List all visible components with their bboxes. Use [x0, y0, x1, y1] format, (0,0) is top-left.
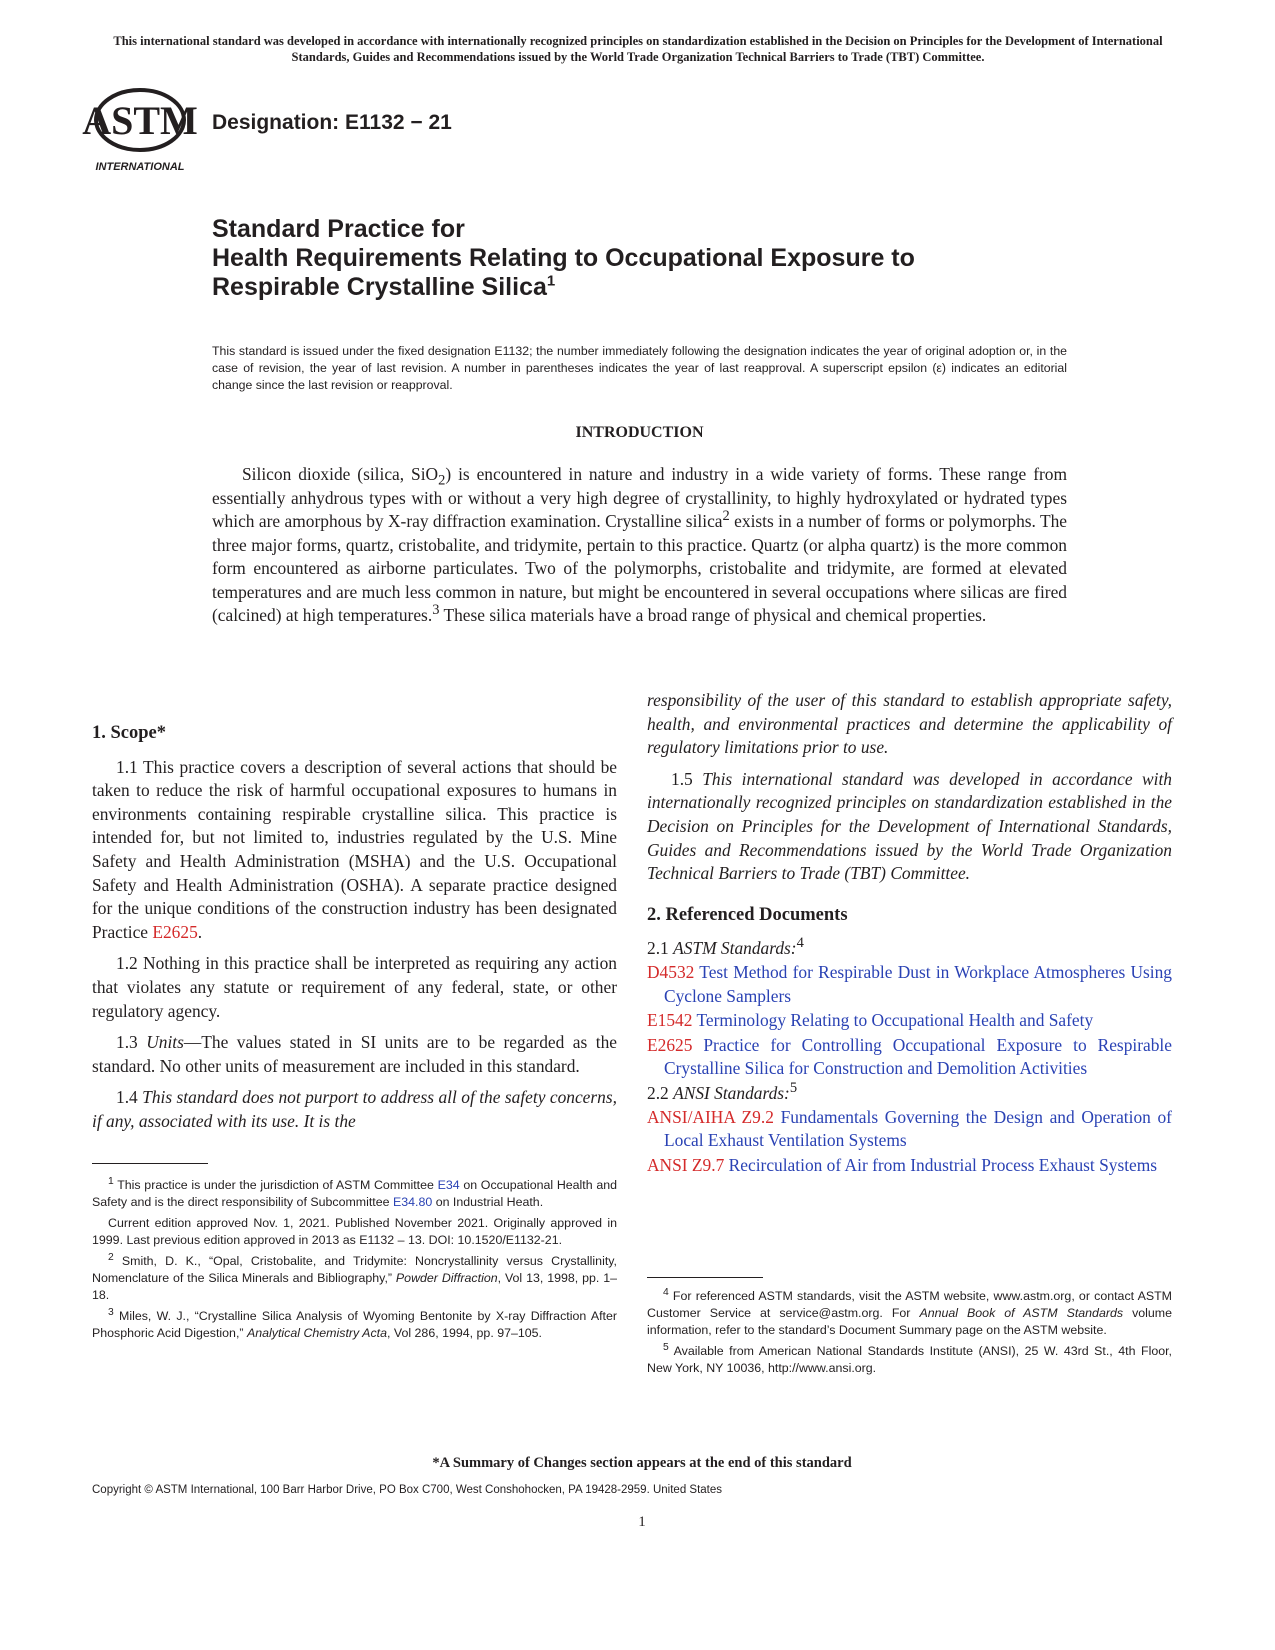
ref-code[interactable]: E2625 — [647, 1034, 693, 1055]
footnote-3 — [92, 1308, 617, 1342]
fn3-text-b: , Vol 286, 1994, pp. 97–105. — [386, 1326, 542, 1340]
link-e34-80[interactable]: E34.80 — [392, 1195, 433, 1209]
fn2-text-b: , Vol 13, 1998, pp. 1–18. — [92, 1271, 617, 1302]
footnote-rule-right — [647, 1277, 763, 1278]
intro-text-a: Silicon dioxide (silica, SiO — [242, 464, 439, 484]
para-1-1-text: 1.1 This practice covers a description of several actions that should be taken to reduce the risk of harmful occupational exposures to humans in environments containing respirable crystalline silica. This practice is intended for, but not limited to, industries regulated by the U.S. Mine Safety and Health Administration (MSHA) and the U.S. Occupational Safety and Health Administration (OSHA). A separate practice designed for the unique conditions of the construction industry has been designated Practice — [92, 756, 617, 942]
ref-title[interactable]: Fundamentals Governing the Design and Operation of Local Exhaust Ventilation Systems — [664, 1106, 1172, 1151]
para-1-5-num: 1.5 — [671, 768, 703, 789]
ansi-label-sup: 5 — [789, 1080, 798, 1097]
top-note: This international standard was developed in accordance with internationally recognized principles on standardization established in the Decision on Principles for the Development of International Standards, Guides and Recommendations issued by the World Trade Organization Technical Barriers to Trade (TBT) Committee. — [113, 34, 1163, 64]
fn2-journal: Powder Diffraction — [395, 1271, 498, 1285]
para-1-3-text: —The values stated in SI units are to be regarded as the standard. No other units of measurement are included in this standard. — [92, 1032, 617, 1076]
para-1-1 — [92, 756, 617, 945]
ansi-standards-label — [647, 1082, 1172, 1106]
para-1-2: 1.2 Nothing in this practice shall be interpreted as requiring any action that violates any statute or requirement of any federal, state, or other regulatory agency. — [92, 953, 617, 1021]
page-number: 1 — [638, 1514, 646, 1530]
ref-title[interactable]: Terminology Relating to Occupational Health and Safety — [696, 1010, 1094, 1031]
astm-label-sup: 4 — [796, 935, 804, 952]
issuance-statement: This standard is issued under the fixed designation E1132; the number immediately following the designation indicates the year of original adoption or, in the case of revision, the year of last revision. A number in parentheses indicates the year of last reapproval. A superscript epsilon (ε) indicates an editorial change since the last revision or reapproval. — [212, 344, 1067, 392]
astm-logo — [82, 82, 198, 174]
introduction-heading: INTRODUCTION — [575, 424, 704, 441]
ref-e1542[interactable] — [647, 1009, 1172, 1033]
title-line-2: Health Requirements Relating to Occupational Exposure to — [212, 244, 915, 272]
footnote-4 — [647, 1288, 1172, 1339]
fn1-mark: 1 — [108, 1175, 114, 1187]
para-1-4-cont-text: responsibility of the user of this standard to establish appropriate safety, health, and environmental practices and determine the applicability of regulatory limitations prior to use. — [647, 690, 1172, 758]
para-1-5-text: This international standard was developed in accordance with internationally recognized principles on standardization established in the Decision on Principles for the Development of International Standards, Guides and Recommendations issued by the World Trade Organization Technical Barriers to Trade (TBT) Committee. — [647, 768, 1172, 884]
ref-e2625[interactable] — [647, 1034, 1172, 1081]
fn4-text-a: For referenced ASTM standards, visit the ASTM website, www.astm.org, or contact ASTM Customer Service at service@astm.org. For — [647, 1289, 1172, 1320]
para-1-3 — [92, 1031, 617, 1078]
copyright: Copyright © ASTM International, 100 Barr Harbor Drive, PO Box C700, West Conshohocken, PA 19428-2959. United States — [92, 1484, 723, 1496]
footnote-rule-left — [92, 1163, 208, 1164]
fn2-text-a: Smith, D. K., “Opal, Cristobalite, and Tridymite: Noncrystallinity versus Crystallinity, Nomenclature of the Silica Minerals and Bibliography,” — [92, 1254, 617, 1285]
left-column — [92, 722, 617, 1142]
intro-sup-2: 2 — [722, 508, 730, 525]
intro-text-b: ) is encountered in nature and industry in a wide variety of forms. These range from essentially anhydrous types with or without a very high degree of crystallinity, to highly hydroxylated or hydrated types which are amorphous by X-ray diffraction examination. Crystalline silica — [212, 464, 1067, 531]
astm-standards-label — [647, 937, 1172, 961]
para-1-4-continued — [647, 689, 1172, 760]
introduction-body — [212, 463, 1067, 628]
logo-letters: ASTM — [82, 98, 198, 143]
footnote-1-edition: Current edition approved Nov. 1, 2021. Published November 2021. Originally approved in 1999. Last previous edition approved in 2013 as E1132 – 13. DOI: 10.1520/E1132-21. — [92, 1216, 617, 1247]
fn2-mark: 2 — [108, 1251, 114, 1263]
fn3-journal: Analytical Chemistry Acta — [246, 1326, 387, 1340]
footnotes-left — [92, 1177, 617, 1346]
fn3-mark: 3 — [108, 1306, 114, 1318]
intro-sub: 2 — [438, 472, 446, 489]
ref-ansi-z9-2[interactable] — [647, 1106, 1172, 1153]
link-e2625[interactable]: E2625 — [152, 921, 198, 942]
footnote-5 — [647, 1343, 1172, 1377]
fn4-book: Annual Book of ASTM Standards — [919, 1306, 1124, 1320]
para-1-4 — [92, 1086, 617, 1133]
ref-code[interactable]: D4532 — [647, 961, 695, 982]
fn1-text-a: This practice is under the jurisdiction of ASTM Committee — [113, 1178, 438, 1192]
ref-ansi-z9-7[interactable] — [647, 1154, 1172, 1178]
title-line-3: Respirable Crystalline Silica — [212, 273, 547, 301]
ref-title[interactable]: Practice for Controlling Occupational Exposure to Respirable Crystalline Silica for Construction and Demolition Activities — [664, 1034, 1172, 1079]
para-1-5 — [647, 768, 1172, 886]
designation: Designation: E1132 − 21 — [212, 111, 452, 134]
fn3-text-a: Miles, W. J., “Crystalline Silica Analysis of Wyoming Bentonite by X-ray Diffraction After Phosphoric Acid Digestion,” — [92, 1309, 617, 1340]
fn4-text-b: volume information, refer to the standard’s Document Summary page on the ASTM website. — [647, 1306, 1173, 1337]
astm-label-text: ASTM Standards: — [673, 938, 797, 959]
para-1-3-num: 1.3 — [116, 1032, 147, 1053]
title-footnote-mark: 1 — [546, 272, 556, 290]
footnote-2 — [92, 1253, 617, 1304]
referenced-heading: 2. Referenced Documents — [647, 904, 848, 925]
para-1-4-text: This standard does not purport to address all of the safety concerns, if any, associated with its use. It is the — [92, 1087, 617, 1131]
fn1-text-b: on Occupational Health and Safety and is the direct responsibility of Subcommittee — [92, 1178, 617, 1209]
ansi-label-num: 2.2 — [647, 1082, 674, 1103]
para-1-4-num: 1.4 — [116, 1087, 143, 1108]
ref-code[interactable]: ANSI/AIHA Z9.2 — [647, 1106, 774, 1127]
page-title — [212, 215, 1092, 302]
link-e34[interactable]: E34 — [437, 1178, 460, 1192]
intro-text-d: These silica materials have a broad range of physical and chemical properties. — [439, 605, 987, 625]
ref-title[interactable]: Test Method for Respirable Dust in Workplace Atmospheres Using Cyclone Samplers — [664, 961, 1172, 1006]
scope-heading: 1. Scope* — [92, 723, 166, 743]
logo-subtitle: INTERNATIONAL — [95, 161, 185, 173]
right-column — [647, 689, 1172, 1178]
ansi-label-text: ANSI Standards: — [673, 1082, 790, 1103]
fn1-text-c: on Industrial Heath. — [432, 1195, 544, 1209]
fn5-mark: 5 — [663, 1341, 669, 1353]
intro-sup-3: 3 — [432, 602, 440, 619]
astm-logo-icon — [82, 82, 198, 174]
footnote-1 — [92, 1177, 617, 1211]
intro-text-c: exists in a number of forms or polymorphs. The three major forms, quartz, cristobalite, and tridymite, pertain to this practice. Quartz (or alpha quartz) is the more common form encountered as airborne particulates. Two of the polymorphs, cristobalite and tridymite, are formed at elevated temperatures and are much less common in nature, but might be encountered in several occupations where silicas are fired (calcined) at high temperatures. — [212, 511, 1067, 625]
astm-label-num: 2.1 — [647, 938, 674, 959]
summary-note: *A Summary of Changes section appears at the end of this standard — [432, 1455, 852, 1471]
footnotes-right — [647, 1288, 1172, 1381]
ref-code[interactable]: ANSI Z9.7 — [647, 1154, 725, 1175]
ref-d4532[interactable] — [647, 961, 1172, 1008]
fn4-mark: 4 — [663, 1286, 669, 1298]
para-1-3-units: Units — [146, 1032, 184, 1053]
ref-title[interactable]: Recirculation of Air from Industrial Process Exhaust Systems — [728, 1154, 1158, 1175]
ref-code[interactable]: E1542 — [647, 1010, 693, 1031]
para-1-1-end: . — [197, 921, 203, 942]
fn5-text-a: Available from American National Standards Institute (ANSI), 25 W. 43rd St., 4th Floor, New York, NY 10036, http://www.ansi.org. — [647, 1344, 1172, 1375]
title-line-1: Standard Practice for — [212, 215, 465, 243]
